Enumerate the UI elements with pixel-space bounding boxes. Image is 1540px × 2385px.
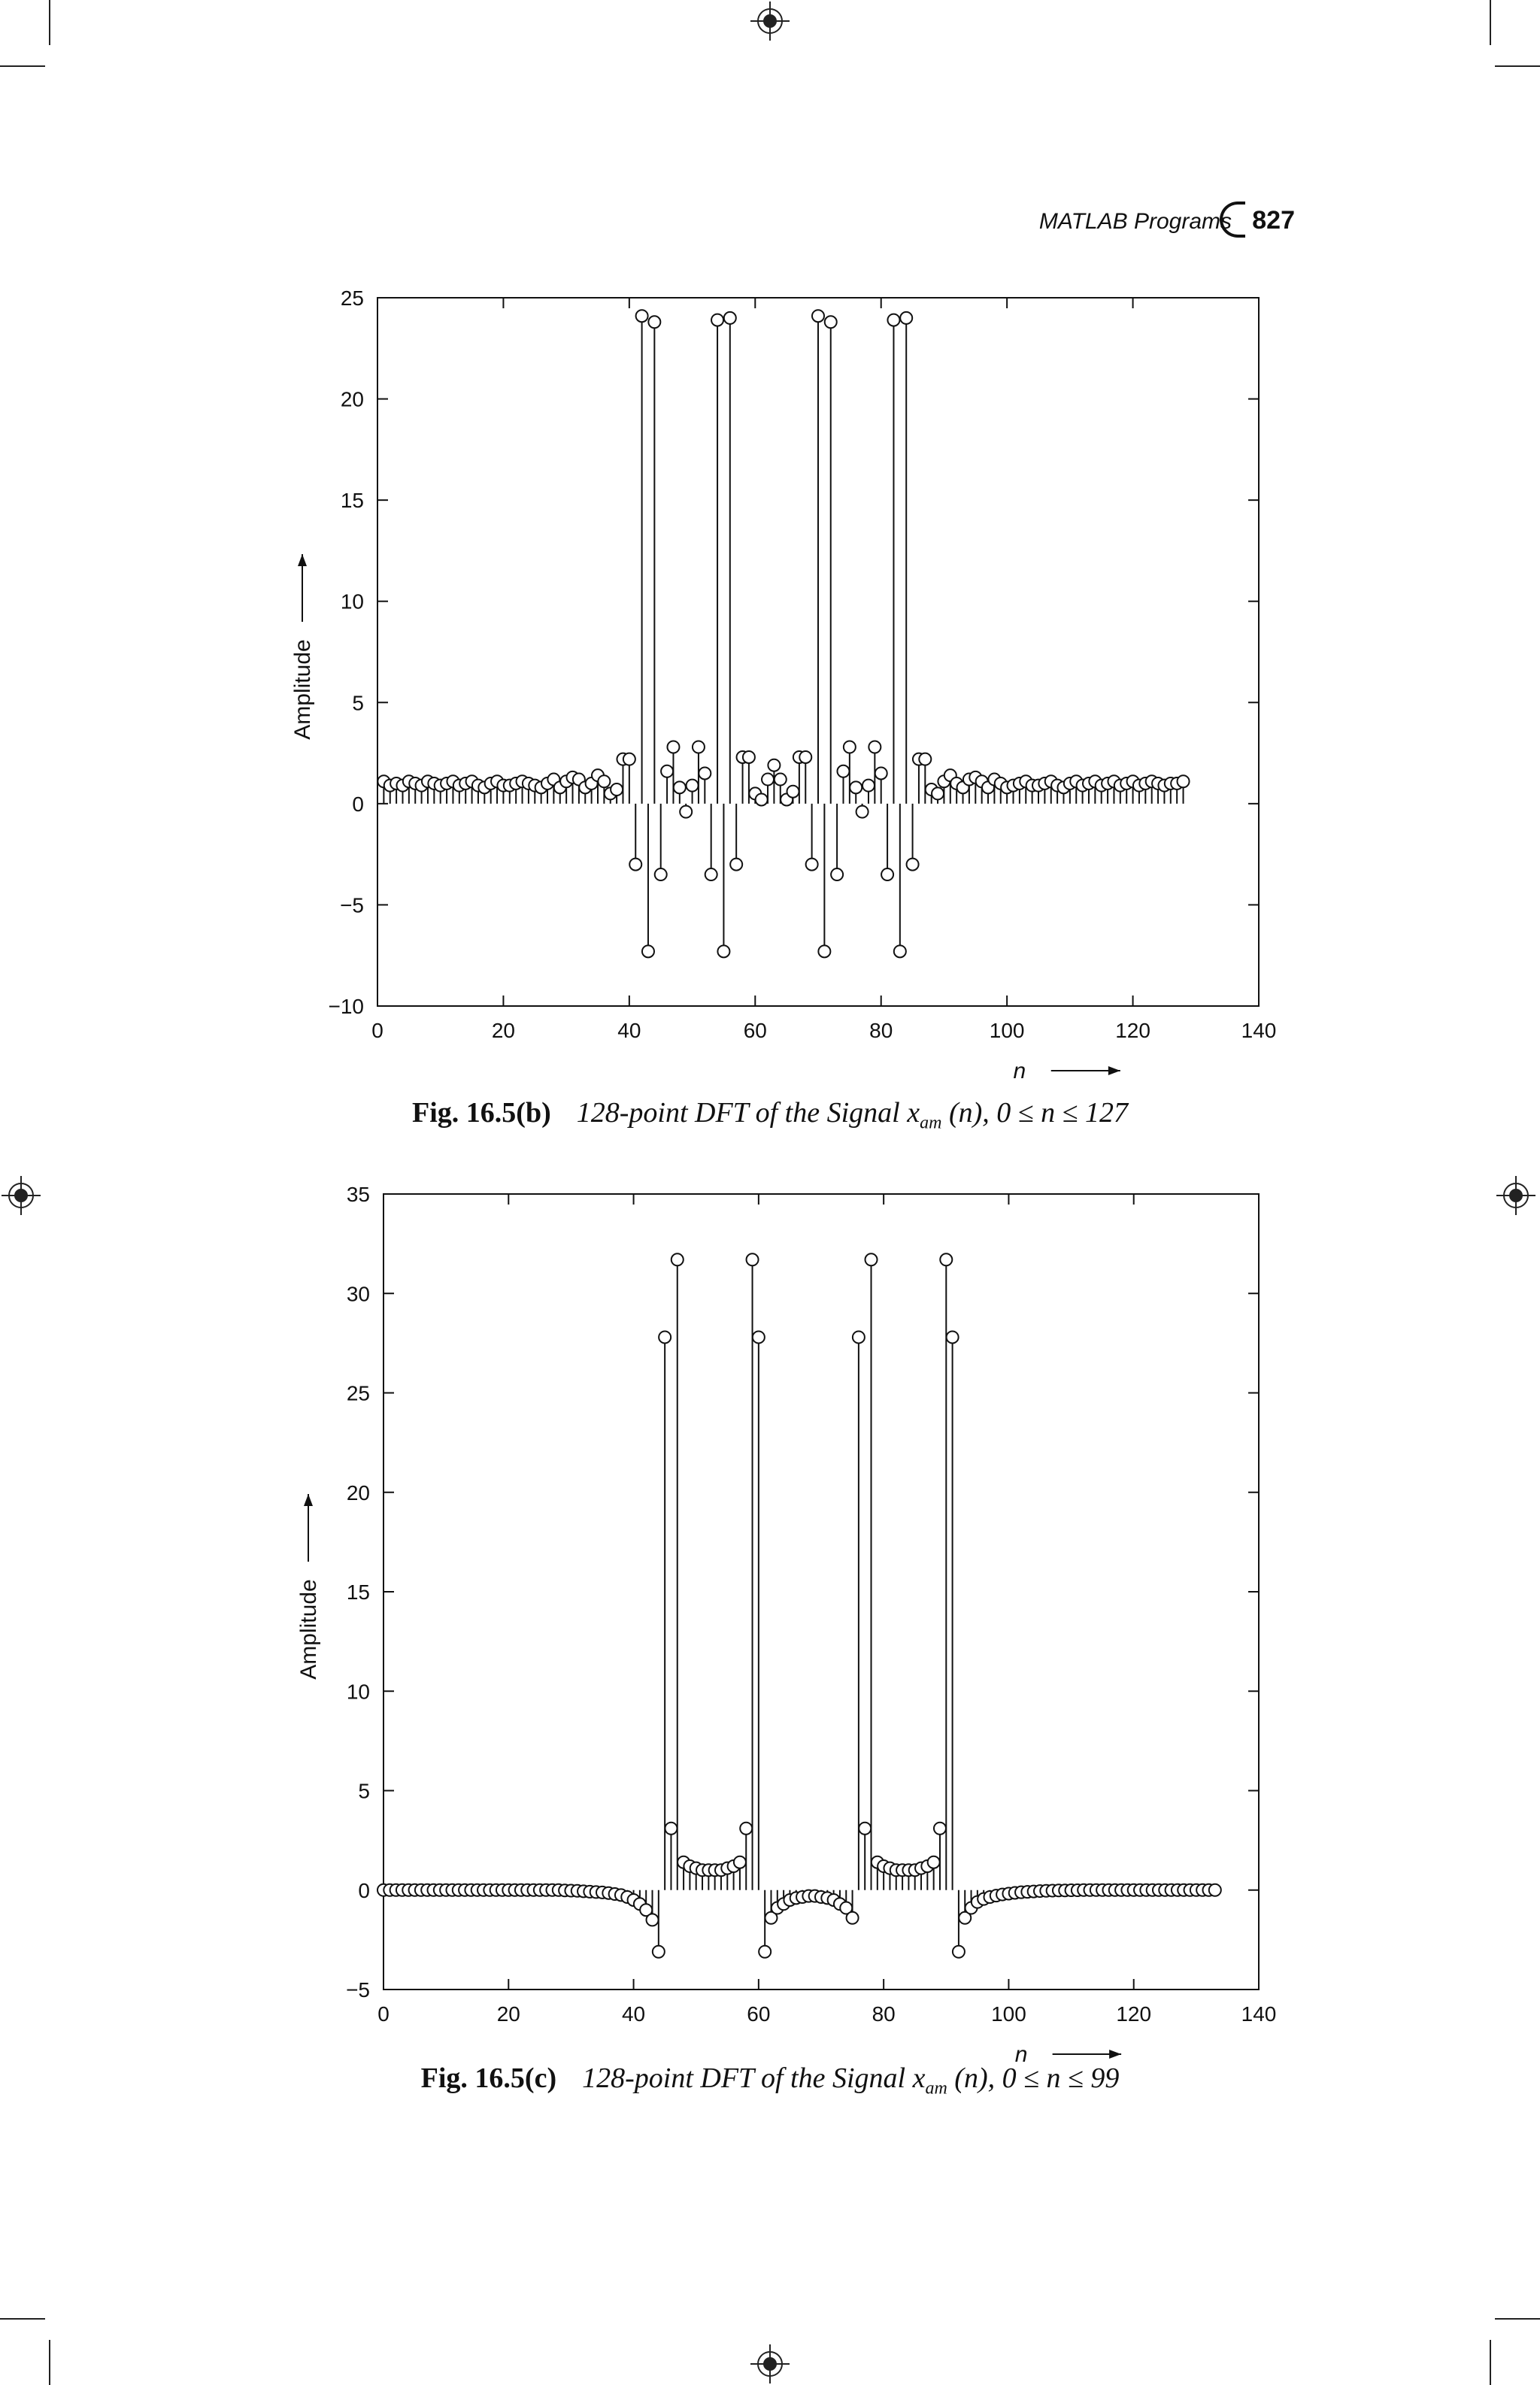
stem-marker: [844, 741, 856, 753]
y-tick-label: 25: [346, 1381, 370, 1405]
stem-marker: [940, 1253, 952, 1265]
caption-tail: (n), 0 ≤ n ≤ 127: [948, 1097, 1128, 1129]
stem-marker: [847, 1912, 859, 1924]
x-axis-arrowhead: [1108, 1066, 1120, 1075]
x-tick-label: 20: [496, 2002, 520, 2026]
stem-marker: [837, 765, 849, 777]
stem-marker: [661, 765, 673, 777]
stem-marker: [934, 1823, 946, 1835]
stem-marker: [717, 945, 729, 957]
stem-marker: [825, 316, 837, 328]
stem-marker: [671, 1253, 684, 1265]
x-tick-label: 60: [747, 2002, 771, 2026]
stem-marker: [711, 314, 723, 326]
y-tick-label: 5: [358, 1779, 370, 1803]
stem-marker: [1178, 775, 1190, 787]
dft-stem-chart-b: [290, 286, 1276, 1083]
caption-text: 128-point DFT of the Signal x: [576, 1097, 920, 1129]
stem-marker: [653, 1946, 665, 1958]
stem-marker: [598, 775, 610, 787]
x-tick-label: 80: [872, 2002, 896, 2026]
running-header-title: MATLAB Programs: [1038, 209, 1232, 234]
stem-marker: [740, 1823, 752, 1835]
stem-marker: [743, 751, 755, 763]
figure-caption-b: [0, 1096, 1540, 1134]
y-tick-label: 10: [340, 589, 364, 614]
stem-marker: [699, 767, 711, 779]
x-axis-label: n: [1014, 2042, 1028, 2067]
stem-marker: [623, 753, 635, 765]
figure-label: Fig. 16.5(c): [420, 2062, 557, 2094]
crop-mark-right: [1496, 1176, 1535, 1215]
stem-marker: [853, 1331, 865, 1343]
stem-marker: [730, 859, 742, 871]
y-tick-label: 20: [340, 387, 364, 411]
stem-marker: [636, 310, 648, 322]
y-tick-label: 30: [346, 1282, 370, 1306]
stem-marker: [762, 774, 774, 786]
stem-marker: [865, 1253, 878, 1265]
stem-marker: [894, 945, 906, 957]
y-tick-label: 0: [352, 792, 364, 816]
stem-marker: [850, 781, 862, 793]
stem-marker: [759, 1946, 771, 1958]
caption-subscript: am: [920, 1113, 942, 1133]
y-tick-label: 15: [346, 1580, 370, 1604]
x-tick-label: 100: [989, 1019, 1025, 1042]
y-tick-label: 20: [346, 1480, 370, 1505]
stem-marker: [928, 1856, 940, 1868]
y-axis-label: Amplitude: [296, 1579, 321, 1680]
stem-marker: [932, 787, 944, 799]
x-tick-label: 0: [377, 2002, 390, 2026]
stem-marker: [705, 868, 717, 880]
stem-marker: [859, 1823, 871, 1835]
stem-marker: [647, 1914, 659, 1926]
x-tick-label: 120: [1115, 1019, 1150, 1042]
y-tick-label: −5: [346, 1978, 370, 2002]
crop-mark-top: [750, 2, 790, 41]
stem-marker: [665, 1823, 677, 1835]
stem-marker: [734, 1856, 746, 1868]
stem-marker: [818, 945, 830, 957]
y-tick-label: 10: [346, 1680, 370, 1704]
stem-marker: [887, 314, 899, 326]
page-number: 827: [1252, 206, 1295, 235]
stem-marker: [831, 868, 843, 880]
stem-marker: [787, 786, 799, 798]
x-axis-arrowhead: [1109, 2050, 1121, 2059]
stem-marker: [680, 806, 692, 818]
x-tick-label: 0: [371, 1019, 383, 1042]
x-tick-label: 140: [1241, 2002, 1277, 2026]
y-axis-arrowhead: [298, 554, 307, 566]
y-tick-label: 0: [358, 1878, 370, 1902]
stem-marker: [907, 859, 919, 871]
x-tick-label: 40: [621, 2002, 646, 2026]
caption-tail: (n), 0 ≤ n ≤ 99: [954, 2062, 1120, 2094]
x-tick-label: 140: [1241, 1019, 1277, 1042]
x-tick-label: 100: [991, 2002, 1026, 2026]
stem-marker: [687, 780, 699, 792]
x-tick-label: 120: [1116, 2002, 1152, 2026]
stem-marker: [875, 767, 887, 779]
stem-marker: [856, 806, 869, 818]
stem-marker: [674, 781, 686, 793]
stem-marker: [799, 751, 811, 763]
x-tick-label: 60: [743, 1019, 767, 1042]
stem-marker: [667, 741, 679, 753]
y-tick-label: 5: [352, 691, 364, 715]
stem-marker: [753, 1331, 765, 1343]
y-tick-label: −10: [328, 995, 364, 1018]
dft-stem-chart-c: [296, 1183, 1276, 2067]
stem-marker: [768, 759, 780, 771]
crop-mark-left: [2, 1176, 41, 1215]
crop-mark-bottom: [750, 2344, 790, 2383]
x-axis-label: n: [1013, 1059, 1026, 1083]
stem-marker: [900, 312, 912, 324]
x-tick-label: 80: [869, 1019, 893, 1042]
stem-marker: [1209, 1884, 1221, 1896]
caption-text: 128-point DFT of the Signal x: [582, 2062, 926, 2094]
stem-marker: [919, 753, 931, 765]
figure-label: Fig. 16.5(b): [412, 1097, 551, 1129]
stem-marker: [648, 316, 660, 328]
stem-marker: [747, 1253, 759, 1265]
y-tick-label: −5: [340, 893, 364, 917]
figure-caption-c: [0, 2062, 1540, 2099]
stem-marker: [659, 1331, 671, 1343]
stem-marker: [611, 783, 623, 796]
stem-marker: [693, 741, 705, 753]
plot-frame: [383, 1194, 1259, 1990]
stem-marker: [806, 859, 818, 871]
y-tick-label: 15: [340, 489, 364, 513]
stem-marker: [775, 774, 787, 786]
stem-marker: [869, 741, 881, 753]
stem-marker: [812, 310, 824, 322]
y-tick-label: 25: [340, 286, 364, 310]
stem-marker: [655, 868, 667, 880]
stem-marker: [724, 312, 736, 324]
y-axis-label: Amplitude: [290, 639, 315, 740]
stem-marker: [953, 1946, 965, 1958]
x-tick-label: 40: [617, 1019, 641, 1042]
y-axis-arrowhead: [304, 1494, 313, 1506]
stem-marker: [629, 859, 641, 871]
stem-marker: [642, 945, 654, 957]
y-tick-label: 35: [346, 1183, 370, 1206]
x-tick-label: 20: [491, 1019, 516, 1042]
stem-marker: [881, 868, 893, 880]
stem-marker: [862, 780, 875, 792]
stem-marker: [947, 1331, 959, 1343]
stem-marker: [756, 793, 768, 805]
caption-subscript: am: [925, 2078, 947, 2099]
